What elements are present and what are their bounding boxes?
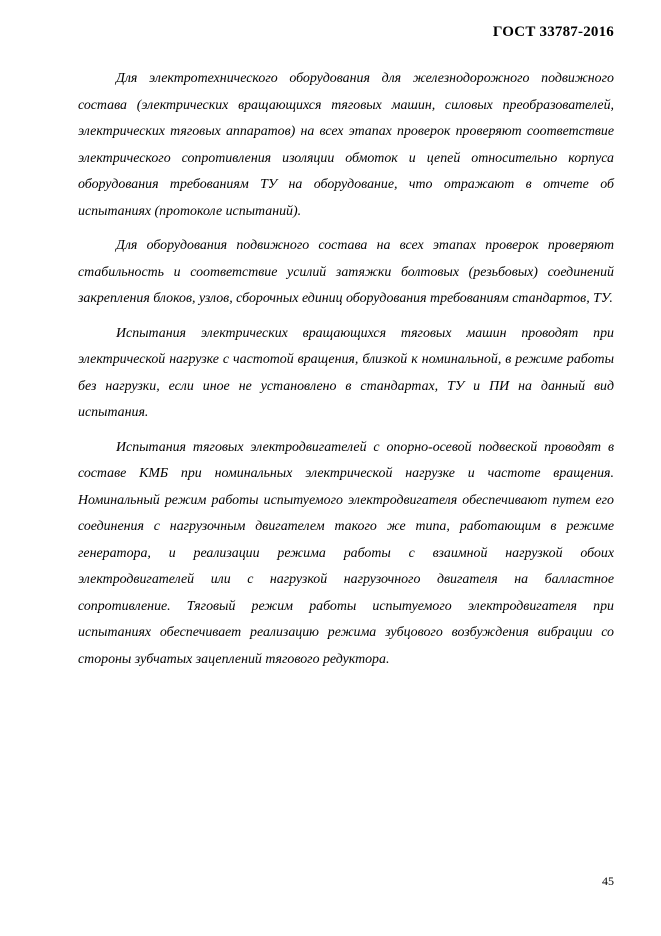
page-number: 45 (602, 874, 614, 888)
paragraph-insulation-resistance: Для электротехнического оборудования для железнодорожного подвижного состава (электрических вращающихся тяговых машин, силовых преобразователей, электрических тяговых аппаратов) на всех этапах проверок проверяют соответствие электрического сопротивления изоляции обмоток и цепей относительно корпуса оборудования требованиям ТУ на оборудование, что отражают в отчете об испытаниях (протоколе испытаний). (78, 71, 614, 219)
document-body (78, 66, 614, 681)
document-code-header: ГОСТ 33787-2016 (492, 24, 614, 40)
paragraph-rotating-machines-test: Испытания электрических вращающихся тяговых машин проводят при электрической нагрузке с частотой вращения, близкой к номинальной, в режиме работы без нагрузки, если иное не установлено в стандартах, ТУ и ПИ на данный вид испытания. (78, 325, 614, 420)
paragraph-traction-motors-test: Испытания тяговых электродвигателей с опорно-осевой подвеской проводят в составе КМБ при номинальных электрической нагрузке и частоте вращения. Номинальный режим работы испытуемого электродвигателя обеспечивают путем его соединения с нагрузочным двигателем такого же типа, работающим в режиме генератора, и реализации режима работы с взаимной нагрузкой обоих электродвигателей или с нагрузкой нагрузочного двигателя на балластное сопротивление. Тяговый режим работы испытуемого электродвигателя при испытаниях обеспечивает реализацию режима зубцового возбуждения вибрации со стороны зубчатых зацеплений тягового редуктора. (78, 439, 614, 667)
paragraph-bolt-tightening: Для оборудования подвижного состава на всех этапах проверок проверяют стабильность и соответствие усилий затяжки болтовых (резьбовых) соединений закрепления блоков, узлов, сборочных единиц оборудования требованиям стандартов, ТУ. (78, 238, 614, 306)
